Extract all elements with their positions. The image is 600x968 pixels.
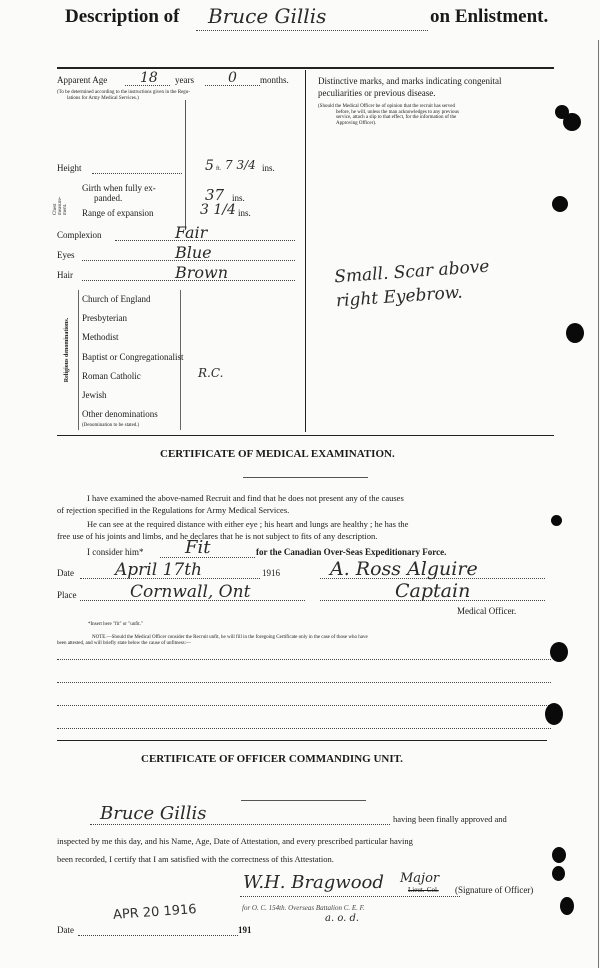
religion-presbyterian: Presbyterian <box>82 313 127 324</box>
inner-divider <box>185 100 186 230</box>
marks-value: Small. Scar above right Eyebrow. <box>333 256 491 312</box>
header-suffix: on Enlistment. <box>430 6 549 27</box>
officer-para-rest: inspected by me this day, and his Name, Age, Date of Attestation, and every prescribed particular having been recorded, I certify that I am satisfied with the correctness of this Attestation. <box>57 836 413 864</box>
commanding-officer-signature: W.H. Bragwood <box>243 872 384 893</box>
years-label: years <box>175 75 194 85</box>
height-in-value: 7 3/4 <box>225 158 256 172</box>
punch-hole <box>552 866 565 881</box>
fit-value: Fit <box>185 537 211 558</box>
chest-label: Chest measure-ment. <box>53 196 68 215</box>
exam-year: 1916 <box>262 568 280 578</box>
range-label: Range of expansion <box>82 208 154 218</box>
religion-baptist: Baptist or Congregationalist <box>82 351 184 362</box>
girth-ins-label: ins. <box>232 193 245 203</box>
date-stamp: APR 20 1916 <box>112 902 198 923</box>
age-years-value: 18 <box>140 70 158 86</box>
officer-cert-title: CERTIFICATE OF OFFICER COMMANDING UNIT. <box>141 753 403 765</box>
months-label: months. <box>260 75 289 85</box>
punch-hole <box>560 897 574 915</box>
ins-label: ins. <box>262 163 275 173</box>
insert-note: *Insert here "fit" or "unfit." <box>88 622 143 627</box>
punch-hole <box>545 703 563 725</box>
religion-church-of-england: Church of England <box>82 294 151 304</box>
religion-jewish: Jewish <box>82 390 107 401</box>
complexion-label: Complexion <box>57 230 102 240</box>
signature-of-officer-label: (Signature of Officer) <box>455 885 534 895</box>
header-rule <box>57 67 554 69</box>
punch-hole <box>550 642 568 662</box>
unfit-note: NOTE.—Should the Medical Officer consider the Recruit unfit, he will fill in the foregoing Certificate only in the case of those who have been attested, and will briefly state below the cause of unfitness:— <box>57 635 368 646</box>
date-label: Date <box>57 568 74 578</box>
force-label: for the Canadian Over-Seas Expeditionary Force. <box>256 547 447 557</box>
religion-methodist: Methodist <box>82 332 119 343</box>
height-label: Height <box>57 163 82 173</box>
medical-para-2: He can see at the required distance with either eye ; his heart and lungs are healthy ; he has the free use of his joints and limbs, and he declares that he is not subject to fits of any description. <box>57 519 409 541</box>
girth-value: 37 <box>205 186 225 204</box>
place-label: Place <box>57 590 77 600</box>
battalion-stamp: for O. C. 154th. Overseas Battalion C. E. F. <box>242 904 365 912</box>
eyes-value: Blue <box>175 243 212 262</box>
range-ins-label: ins. <box>238 208 251 218</box>
age-note: (To be determined according to the instructions given in the Regu- lations for Army Medical Services.) <box>57 90 190 101</box>
punch-hole <box>552 196 568 212</box>
officer-year-prefix: 191 <box>238 925 252 935</box>
punch-hole <box>551 515 562 526</box>
exam-place-value: Cornwall, Ont <box>130 582 251 602</box>
ft-label: ft. <box>216 166 222 172</box>
commanding-officer-rank: Major <box>400 871 440 886</box>
age-months-value: 0 <box>228 70 237 86</box>
complexion-value: Fair <box>175 223 208 242</box>
eyes-label: Eyes <box>57 250 75 260</box>
struck-rank: Lieut.-Col. <box>408 886 439 894</box>
recruit-name: Bruce Gillis <box>208 4 327 28</box>
officer-date-label: Date <box>57 925 74 935</box>
marks-title: Distinctive marks, and marks indicating congenital peculiarities or previous disease. <box>318 76 502 98</box>
hair-value: Brown <box>175 263 229 282</box>
denomination-note: (Denomination to be stated.) <box>82 423 140 428</box>
officer-cert-name: Bruce Gillis <box>100 803 207 824</box>
girth-label: Girth when fully ex- panded. <box>82 183 156 203</box>
punch-hole <box>563 113 581 131</box>
punch-hole <box>566 323 584 343</box>
punch-hole <box>552 847 566 863</box>
religion-value: R.C. <box>198 366 224 380</box>
page-edge <box>598 40 599 968</box>
officer-para-1: having been finally approved and <box>393 814 507 824</box>
stamp-initials: a. o. d. <box>325 913 360 924</box>
range-value: 3 1/4 <box>200 202 236 218</box>
marks-note: (Should the Medical Officer be of opinion that the recruit has served before, he will, unless the man acknowledges to any previous service, attach a slip to that effect, for the information of the Approving Officer). <box>318 104 459 126</box>
column-divider <box>305 70 306 432</box>
religion-other: Other denominations <box>82 409 158 420</box>
medical-cert-title: CERTIFICATE OF MEDICAL EXAMINATION. <box>160 448 395 460</box>
religion-label: Religious denominations. <box>64 317 70 383</box>
apparent-age-label: Apparent Age <box>57 75 108 85</box>
medical-officer-signature: A. Ross Alguire <box>330 558 478 580</box>
consider-label: I consider him* <box>87 547 144 557</box>
header-prefix: Description of <box>65 6 180 27</box>
religion-roman-catholic: Roman Catholic <box>82 370 141 381</box>
exam-date-value: April 17th <box>115 560 202 580</box>
religion-list <box>82 290 184 424</box>
height-ft-value: 5 <box>205 158 214 174</box>
medical-officer-rank: Captain <box>395 580 471 602</box>
hair-label: Hair <box>57 270 73 280</box>
medical-officer-label: Medical Officer. <box>457 606 517 616</box>
medical-para-1: I have examined the above-named Recruit and find that he does not present any of the causes of rejection specified in the Regulations for Army Medical Services. <box>57 493 404 515</box>
